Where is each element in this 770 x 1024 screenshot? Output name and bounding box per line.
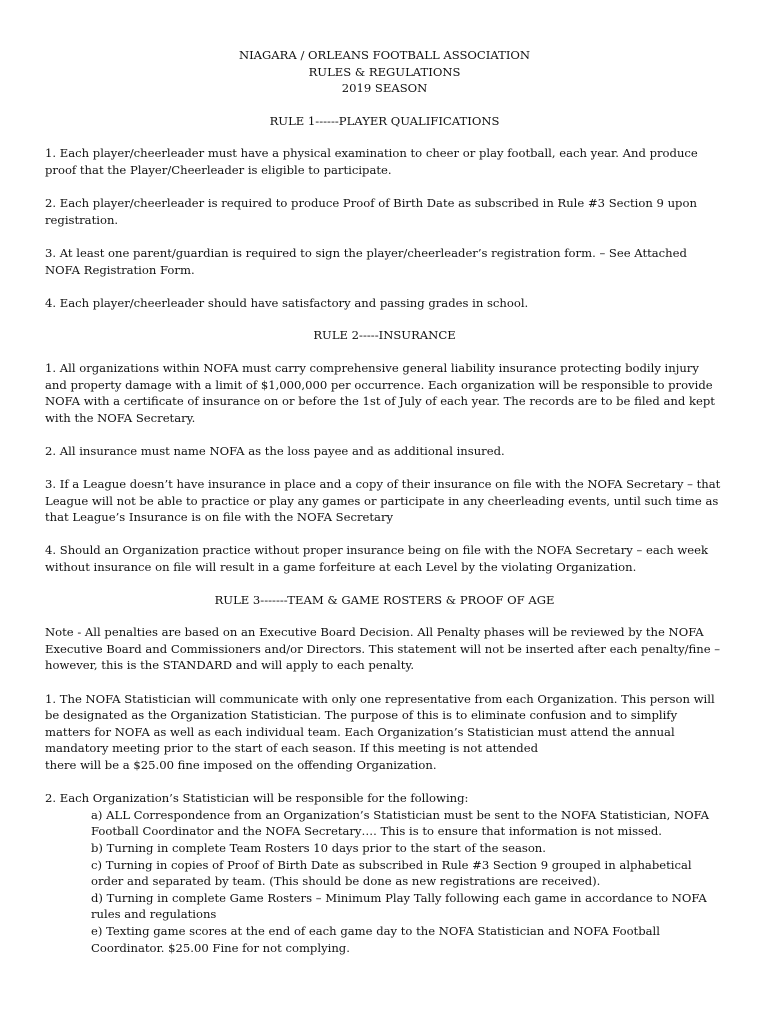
association-name: NIAGARA / ORLEANS FOOTBALL ASSOCIATION [238, 48, 531, 62]
rule-3-subitem-a: a) ALL Correspondence from an Organization’s Statistician must be sent to the NOFA Statistician, NOFA Football Coordinator and the NOFA Secretary…. This is to ensure that information is not missed. [91, 807, 710, 839]
rule-3-item-1-fine: there will be a $25.00 fine imposed on the offending Organization. [45, 757, 437, 772]
rule-3-subitem-list [45, 807, 724, 956]
document-title: RULES & REGULATIONS [308, 64, 461, 79]
rule-3-subitem-e: e) Texting game scores at the end of each game day to the NOFA Statistician and NOFA Football Coordinator. $25.00 Fine for not complying. [91, 923, 660, 955]
rule-3-note: Note - All penalties are based on an Executive Board Decision. All Penalty phases will be reviewed by the NOFA Executive Board and Commissioners and/or Directors. This statement will not be inserted after each penalty/fine – however, this is the STANDARD and will apply to each penalty. [45, 625, 721, 673]
rule-3-item-1-text: 1. The NOFA Statistician will communicate with only one representative from each Organization. This person will be designated as the Organization Statistician. The purpose of this is to eliminate confusion and to simplify matters for NOFA as well as each individual team. Each Organization’s Statistician must attend the annual mandatory meeting prior to the start of each season. If this meeting is not attended [45, 691, 715, 756]
rule-2-item-1: 1. All organizations within NOFA must carry comprehensive general liability insurance protecting bodily injury and property damage with a limit of $1,000,000 per occurrence. Each organization will be responsible to provide NOFA with a certificate of insurance on or before the 1st of July of each year. The records are to be filed and kept with the NOFA Secretary. [45, 360, 715, 425]
rule-3-subitem-c: c) Turning in copies of Proof of Birth Date as subscribed in Rule #3 Section 9 grouped in alphabetical order and separated by team. (This should be done as new registrations are received). [91, 857, 692, 889]
document-header [45, 47, 724, 97]
rule-3-heading: RULE 3-------TEAM & GAME ROSTERS & PROOF OF AGE [214, 592, 555, 607]
rule-1-heading: RULE 1------PLAYER QUALIFICATIONS [269, 113, 500, 128]
rule-1-item-2: 2. Each player/cheerleader is required to produce Proof of Birth Date as subscribed in Rule #3 Section 9 upon registration. [45, 196, 697, 227]
rule-3-item-2: 2. Each Organization’s Statistician will be responsible for the following: [45, 791, 469, 806]
rule-2-item-2: 2. All insurance must name NOFA as the loss payee and as additional insured. [45, 443, 505, 458]
rule-3-item-1 [45, 691, 724, 774]
rule-3-subitem-b: b) Turning in complete Team Rosters 10 days prior to the start of the season. [91, 840, 546, 855]
rule-2-item-3: 3. If a League doesn’t have insurance in place and a copy of their insurance on file with the NOFA Secretary – that League will not be able to practice or play any games or participate in any cheerleading events, until such time as that League’s Insurance is on file with the NOFA Secretary [45, 477, 721, 525]
rule-1-item-4: 4. Each player/cheerleader should have satisfactory and passing grades in school. [45, 295, 529, 310]
rule-2-item-4: 4. Should an Organization practice without proper insurance being on file with the NOFA Secretary – each week without insurance on file will result in a game forfeiture at each Level by the violating Organization. [45, 543, 709, 575]
rule-3-subitem-d: d) Turning in complete Game Rosters – Minimum Play Tally following each game in accordance to NOFA rules and regulations [91, 890, 707, 922]
season-label: 2019 SEASON [341, 81, 428, 96]
rule-2-heading: RULE 2-----INSURANCE [313, 328, 456, 343]
rule-1-item-1: 1. Each player/cheerleader must have a physical examination to cheer or play football, each year. And produce proof that the Player/Cheerleader is eligible to participate. [45, 146, 698, 177]
rule-1-item-3: 3. At least one parent/guardian is required to sign the player/cheerleader’s registration form. – See Attached NOFA Registration Form. [45, 245, 687, 277]
